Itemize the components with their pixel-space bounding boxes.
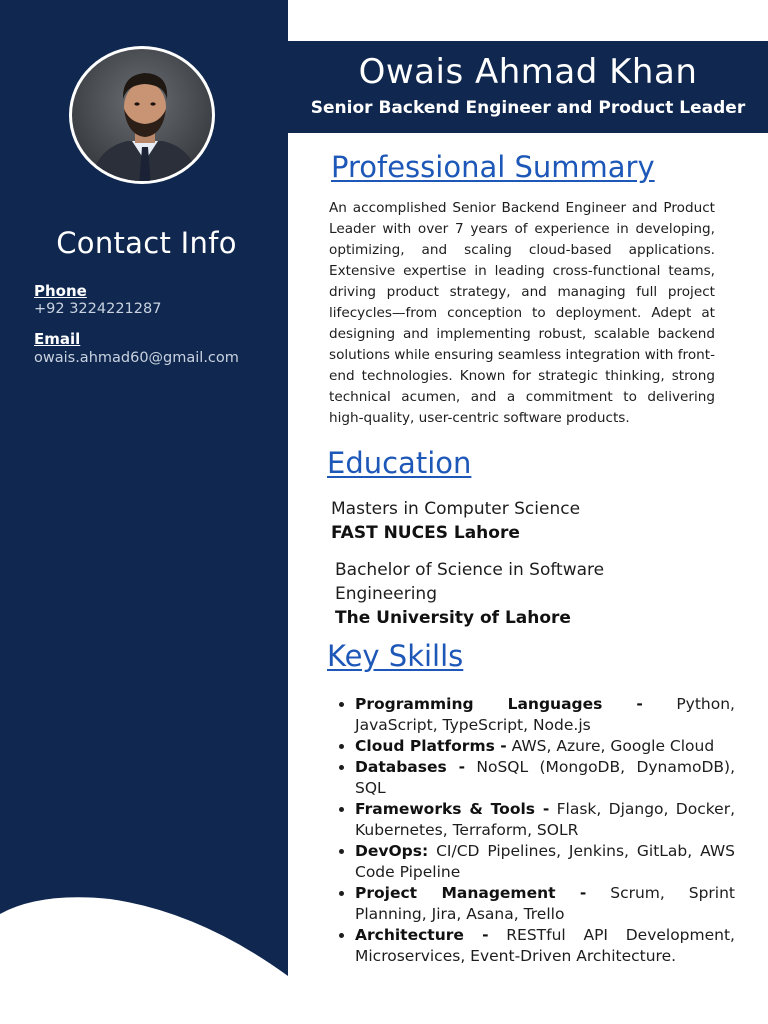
skill-text: Flask, Django, Docker, Kubernetes, Terraform, SOLR (355, 800, 735, 839)
skill-text: AWS, Azure, Google Cloud (506, 737, 715, 755)
contact-info-heading: Contact Info (56, 226, 237, 260)
candidate-title: Senior Backend Engineer and Product Leader (310, 98, 746, 118)
phone-value: +92 3224221287 (34, 301, 162, 317)
profile-photo-illustration (72, 49, 215, 184)
skill-item (355, 925, 735, 967)
skill-text: NoSQL (MongoDB, DynamoDB), SQL (355, 758, 735, 797)
phone-label: Phone (34, 282, 87, 300)
skills-list (333, 694, 735, 967)
sidebar (0, 0, 288, 1024)
skill-item (355, 883, 735, 925)
education-degree: Bachelor of Science in Software Engineering (335, 560, 605, 604)
skill-item (355, 799, 735, 841)
profile-photo (69, 46, 215, 184)
skill-label: DevOps: (355, 842, 429, 860)
summary-text: An accomplished Senior Backend Engineer and Product Leader with over 7 years of experience in developing, optimizing, and scaling cloud-based applications. Extensive expertise in leading cross-functional teams, driving product strategy, and managing full project lifecycles—from conception to deployment. Adept at designing and implementing robust, scalable backend solutions while ensuring seamless integration with front-end technologies. Known for strategic thinking, strong technical acumen, and a commitment to delivering high-quality, user-centric software products. (329, 200, 715, 426)
resume-header (288, 41, 768, 133)
skill-label: Programming Languages - (355, 695, 643, 713)
skill-label: Architecture - (355, 926, 489, 944)
skill-text: RESTful API Development, Microservices, Event-Driven Architecture. (355, 926, 735, 965)
skill-item (355, 757, 735, 799)
skill-text: Scrum, Sprint Planning, Jira, Asana, Trello (355, 884, 735, 923)
skill-item (355, 694, 735, 736)
education-school: The University of Lahore (335, 608, 571, 628)
skill-label: Project Management - (355, 884, 587, 902)
skill-label: Frameworks & Tools - (355, 800, 550, 818)
education-school: FAST NUCES Lahore (331, 523, 520, 543)
candidate-name: Owais Ahmad Khan (358, 52, 698, 92)
skill-label: Cloud Platforms - (355, 737, 507, 755)
skill-label: Databases - (355, 758, 465, 776)
skill-item (355, 841, 735, 883)
decorative-wave (0, 844, 288, 1024)
email-value: owais.ahmad60@gmail.com (34, 350, 239, 366)
skill-item (355, 736, 735, 757)
skill-text: Python, JavaScript, TypeScript, Node.js (355, 695, 735, 734)
education-degree: Masters in Computer Science (331, 499, 581, 519)
summary-heading: Professional Summary (331, 150, 655, 184)
education-heading: Education (327, 446, 472, 480)
skills-heading: Key Skills (327, 639, 464, 673)
skill-text: CI/CD Pipelines, Jenkins, GitLab, AWS Code Pipeline (355, 842, 735, 881)
email-label: Email (34, 330, 81, 348)
